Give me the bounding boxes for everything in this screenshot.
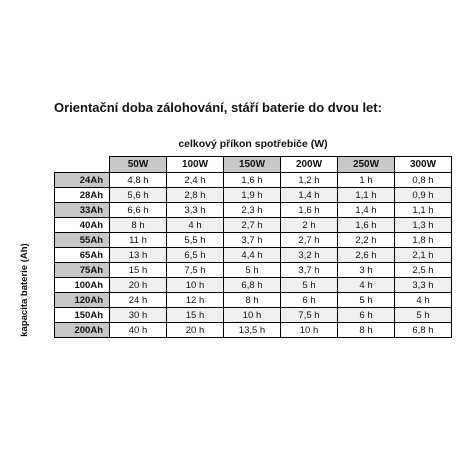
table-row (55, 188, 452, 203)
table-cell: 3,7 h (281, 263, 338, 278)
table-cell: 13 h (110, 248, 167, 263)
table-cell: 11 h (110, 233, 167, 248)
table-cell: 1,1 h (338, 188, 395, 203)
table-cell: 0,9 h (395, 188, 452, 203)
page-title: Orientační doba zálohování, stáří baterie do dvou let: (54, 100, 382, 115)
table-cell: 5 h (224, 263, 281, 278)
row-header: 150Ah (55, 308, 110, 323)
table-cell: 6,5 h (167, 248, 224, 263)
table-cell: 1,6 h (338, 218, 395, 233)
column-header: 150W (224, 157, 281, 173)
table-corner (55, 157, 110, 173)
table-cell: 40 h (110, 323, 167, 338)
table-cell: 4,4 h (224, 248, 281, 263)
table-cell: 4 h (338, 278, 395, 293)
table-cell: 4,8 h (110, 173, 167, 188)
row-header: 28Ah (55, 188, 110, 203)
table-cell: 20 h (167, 323, 224, 338)
row-header: 24Ah (55, 173, 110, 188)
table-cell: 1,8 h (395, 233, 452, 248)
table-cell: 2,7 h (281, 233, 338, 248)
table-cell: 6,8 h (224, 278, 281, 293)
table-row (55, 323, 452, 338)
table-cell: 13,5 h (224, 323, 281, 338)
table-cell: 2,4 h (167, 173, 224, 188)
column-header: 250W (338, 157, 395, 173)
table-row (55, 293, 452, 308)
table-cell: 1,1 h (395, 203, 452, 218)
table-cell: 1,6 h (224, 173, 281, 188)
column-group-label: celkový příkon spotřebiče (W) (178, 138, 328, 150)
table-cell: 5,6 h (110, 188, 167, 203)
table-row (55, 308, 452, 323)
table-cell: 0,8 h (395, 173, 452, 188)
table-cell: 4 h (167, 218, 224, 233)
table-cell: 7,5 h (281, 308, 338, 323)
table-cell: 4 h (395, 293, 452, 308)
table-cell: 6 h (338, 308, 395, 323)
table-row (55, 263, 452, 278)
table-cell: 8 h (224, 293, 281, 308)
table-cell: 6,6 h (110, 203, 167, 218)
table-cell: 12 h (167, 293, 224, 308)
table-cell: 3,7 h (224, 233, 281, 248)
table-cell: 3,3 h (395, 278, 452, 293)
table-cell: 5 h (395, 308, 452, 323)
table-cell: 1,3 h (395, 218, 452, 233)
row-header: 40Ah (55, 218, 110, 233)
table-cell: 2,3 h (224, 203, 281, 218)
table-cell: 2 h (281, 218, 338, 233)
column-header: 200W (281, 157, 338, 173)
table-cell: 3,3 h (167, 203, 224, 218)
table-cell: 1 h (338, 173, 395, 188)
table-header-row (55, 157, 452, 173)
table-cell: 6,8 h (395, 323, 452, 338)
table-cell: 15 h (167, 308, 224, 323)
table-cell: 2,5 h (395, 263, 452, 278)
table-cell: 10 h (167, 278, 224, 293)
table-cell: 20 h (110, 278, 167, 293)
table-cell: 8 h (338, 323, 395, 338)
row-header: 75Ah (55, 263, 110, 278)
table-cell: 10 h (224, 308, 281, 323)
table-row (55, 218, 452, 233)
table-row (55, 248, 452, 263)
row-header: 120Ah (55, 293, 110, 308)
row-header: 100Ah (55, 278, 110, 293)
column-header: 50W (110, 157, 167, 173)
table-cell: 8 h (110, 218, 167, 233)
table-row (55, 203, 452, 218)
row-header: 33Ah (55, 203, 110, 218)
table-cell: 2,6 h (338, 248, 395, 263)
row-header: 65Ah (55, 248, 110, 263)
backup-time-table (54, 156, 452, 338)
table-cell: 2,8 h (167, 188, 224, 203)
table-cell: 3 h (338, 263, 395, 278)
table-cell: 2,1 h (395, 248, 452, 263)
row-group-label: kapacita baterie (Ah) (19, 243, 30, 337)
table-cell: 1,4 h (338, 203, 395, 218)
column-header: 300W (395, 157, 452, 173)
table-cell: 30 h (110, 308, 167, 323)
table-cell: 1,9 h (224, 188, 281, 203)
row-header: 200Ah (55, 323, 110, 338)
table-cell: 1,2 h (281, 173, 338, 188)
table-cell: 2,2 h (338, 233, 395, 248)
table-cell: 3,2 h (281, 248, 338, 263)
table-cell: 10 h (281, 323, 338, 338)
row-header: 55Ah (55, 233, 110, 248)
table-cell: 1,6 h (281, 203, 338, 218)
table-cell: 15 h (110, 263, 167, 278)
table-cell: 1,4 h (281, 188, 338, 203)
table-cell: 5 h (338, 293, 395, 308)
table-cell: 2,7 h (224, 218, 281, 233)
table-cell: 7,5 h (167, 263, 224, 278)
table-cell: 6 h (281, 293, 338, 308)
table-cell: 24 h (110, 293, 167, 308)
table-row (55, 233, 452, 248)
table-row (55, 278, 452, 293)
column-header: 100W (167, 157, 224, 173)
table-cell: 5,5 h (167, 233, 224, 248)
table-row (55, 173, 452, 188)
table-cell: 5 h (281, 278, 338, 293)
